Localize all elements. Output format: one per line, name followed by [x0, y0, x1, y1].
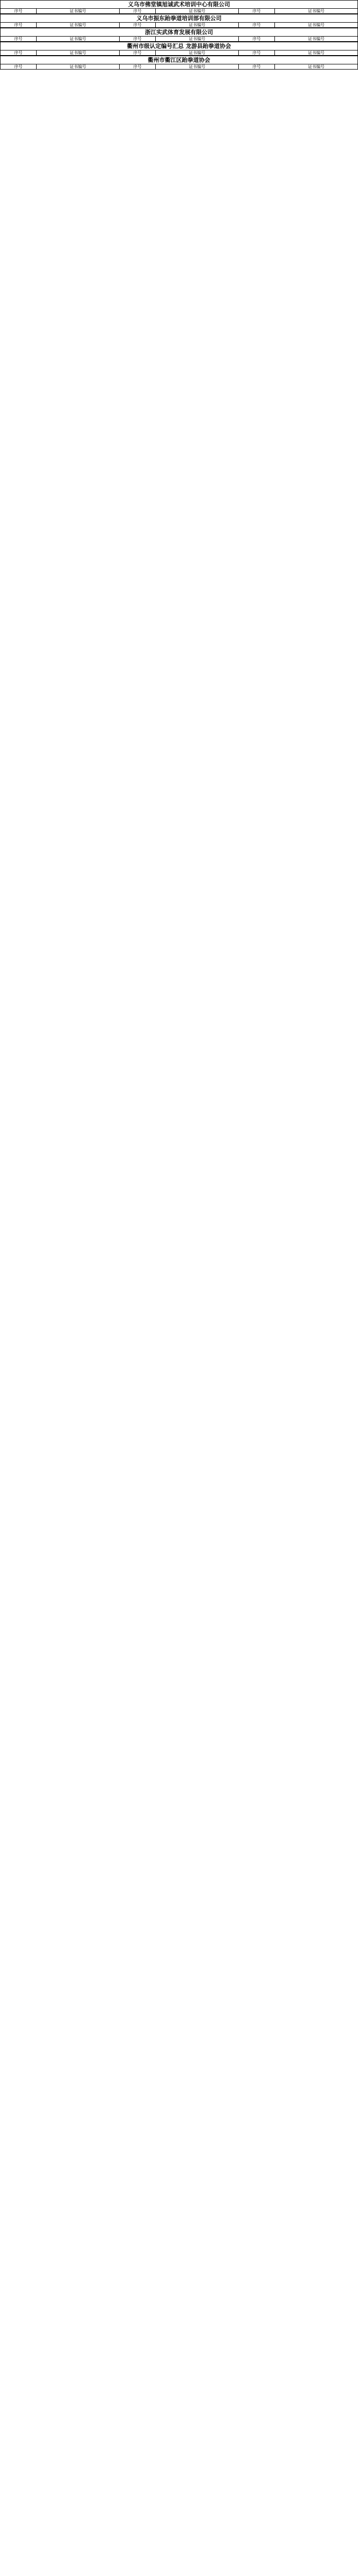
cert-header: 证书编号	[275, 23, 358, 28]
cert-header: 证书编号	[37, 9, 120, 14]
cert-header: 证书编号	[37, 64, 120, 70]
header-row	[1, 23, 358, 28]
cert-header: 证书编号	[156, 50, 239, 56]
seq-header: 序号	[1, 50, 37, 56]
cert-header: 证书编号	[275, 37, 358, 42]
seq-header: 序号	[239, 50, 275, 56]
seq-header: 序号	[120, 50, 156, 56]
certificate-table	[0, 50, 358, 56]
document	[0, 0, 358, 70]
header-row	[1, 50, 358, 56]
seq-header: 序号	[239, 9, 275, 14]
section-title: 浙江实武体育发展有限公司	[0, 28, 358, 36]
seq-header: 序号	[120, 23, 156, 28]
seq-header: 序号	[1, 37, 37, 42]
header-row	[1, 64, 358, 70]
cert-header: 证书编号	[37, 50, 120, 56]
seq-header: 序号	[1, 64, 37, 70]
seq-header: 序号	[120, 9, 156, 14]
seq-header: 序号	[1, 9, 37, 14]
cert-header: 证书编号	[156, 37, 239, 42]
seq-header: 序号	[239, 37, 275, 42]
header-row	[1, 37, 358, 42]
certificate-table	[0, 36, 358, 42]
certificate-table	[0, 64, 358, 70]
cert-header: 证书编号	[37, 37, 120, 42]
certificate-table	[0, 8, 358, 14]
header-row	[1, 9, 358, 14]
section-title: 衢州市级认定编号汇总 龙游县跆拳道协会	[0, 42, 358, 50]
section-title: 衢州市衢江区跆拳道协会	[0, 56, 358, 64]
seq-header: 序号	[1, 23, 37, 28]
cert-header: 证书编号	[156, 23, 239, 28]
seq-header: 序号	[239, 23, 275, 28]
cert-header: 证书编号	[37, 23, 120, 28]
cert-header: 证书编号	[275, 9, 358, 14]
seq-header: 序号	[120, 64, 156, 70]
cert-header: 证书编号	[275, 50, 358, 56]
cert-header: 证书编号	[156, 64, 239, 70]
section-title: 义乌市振东跆拳道培训部有限公司	[0, 14, 358, 22]
cert-header: 证书编号	[275, 64, 358, 70]
seq-header: 序号	[239, 64, 275, 70]
cert-header: 证书编号	[156, 9, 239, 14]
certificate-table	[0, 22, 358, 28]
seq-header: 序号	[120, 37, 156, 42]
section-title: 义乌市佛堂镇旭诚武术培训中心有限公司	[0, 0, 358, 8]
